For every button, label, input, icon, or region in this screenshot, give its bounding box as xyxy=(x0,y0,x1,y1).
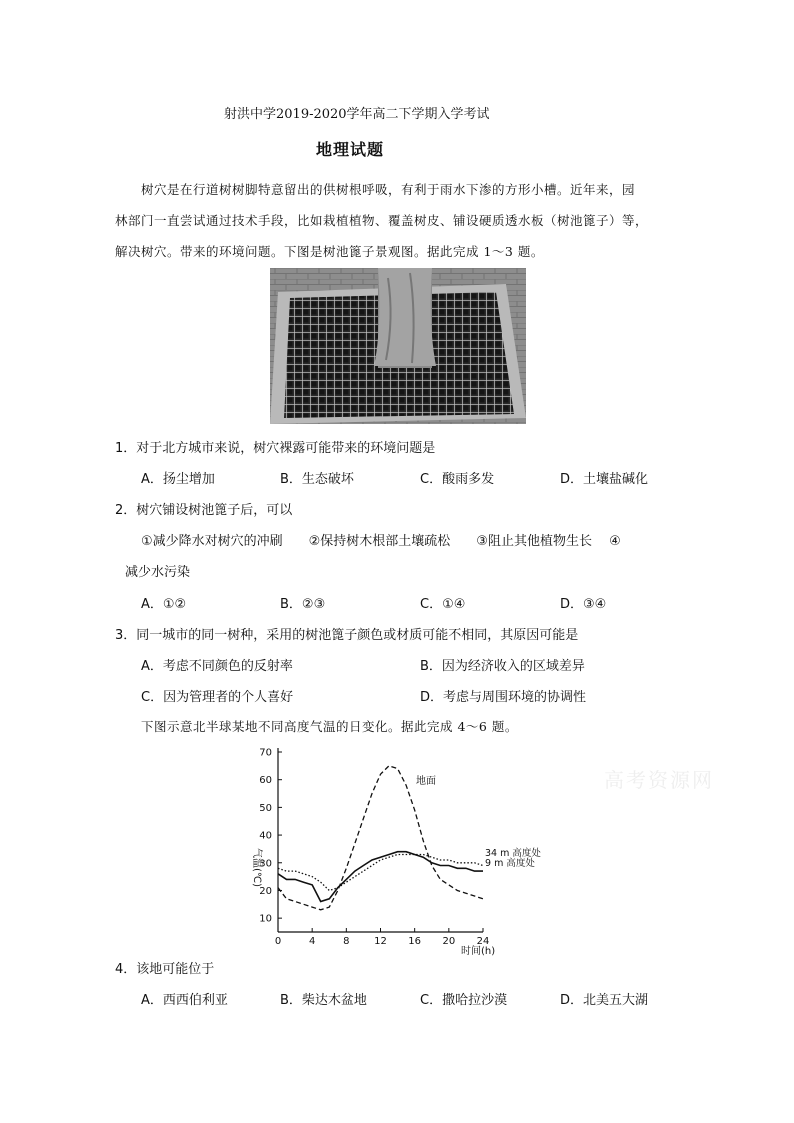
y-tick-label: 60 xyxy=(259,775,272,787)
x-tick-label: 20 xyxy=(442,936,456,947)
q1-option-c: C．酸雨多发 xyxy=(420,472,495,487)
x-axis-label: 时间(h) xyxy=(461,946,496,957)
intro-line-3: 解决树穴。带来的环境问题。下图是树池篦子景观图。据此完成 1～3 题。 xyxy=(115,244,544,259)
q1-option-b: B．生态破坏 xyxy=(280,472,354,487)
q2-option-b: B．②③ xyxy=(280,597,326,612)
y-tick-label: 40 xyxy=(259,830,272,842)
y-tick-label: 10 xyxy=(259,913,272,925)
page-title: 地理试题 xyxy=(316,140,385,159)
q1-option-a: A．扬尘增加 xyxy=(141,472,215,487)
q2-option-d: D．③④ xyxy=(560,597,607,612)
y-tick-label: 70 xyxy=(259,747,272,759)
y-tick-label: 50 xyxy=(259,802,272,814)
tree-grate-image xyxy=(270,268,526,424)
q1-option-d: D．土壤盐碱化 xyxy=(560,472,649,487)
q3-option-b: B．因为经济收入的区域差异 xyxy=(420,659,585,674)
tree-grate-photo xyxy=(270,268,526,424)
intro-line-2: 林部门一直尝试通过技术手段，比如栽植植物、覆盖树皮、铺设硬质透水板（树池篦子）等， xyxy=(115,213,649,228)
x-tick-label: 4 xyxy=(308,936,316,947)
x-tick-label: 16 xyxy=(408,936,422,947)
q3-option-a: A．考虑不同颜色的反射率 xyxy=(141,659,293,674)
q4-option-c: C．撒哈拉沙漠 xyxy=(420,993,508,1008)
q2-statements-line-1: ①减少降水对树穴的冲刷 ②保持树木根部土壤疏松 ③阻止其他植物生长 ④ xyxy=(141,534,621,549)
intro-line-1: 树穴是在行道树树脚特意留出的供树根呼吸，有利于雨水下渗的方形小槽。近年来，园 xyxy=(141,182,636,197)
question-3-stem: 3．同一城市的同一树种，采用的树池篦子颜色或材质可能不相同，其原因可能是 xyxy=(115,628,579,643)
x-tick-label: 8 xyxy=(343,936,350,947)
question-1-stem: 1．对于北方城市来说，树穴裸露可能带来的环境问题是 xyxy=(115,441,436,456)
series-label-ground: 地面 xyxy=(416,776,436,787)
temperature-chart-svg xyxy=(240,740,560,957)
watermark: 高考资源网 xyxy=(604,768,714,792)
q2-option-c: C．①④ xyxy=(420,597,466,612)
chart-intro: 下图示意北半球某地不同高度气温的日变化。据此完成 4～6 题。 xyxy=(141,719,518,734)
temperature-chart xyxy=(240,740,560,957)
q3-option-c: C．因为管理者的个人喜好 xyxy=(141,690,294,705)
y-tick-label: 30 xyxy=(259,858,272,870)
q2-statements-line-2: 减少水污染 xyxy=(125,565,191,580)
q4-option-a: A．西西伯利亚 xyxy=(141,993,228,1008)
q3-option-d: D．考虑与周围环境的协调性 xyxy=(420,690,587,705)
series-line-2 xyxy=(278,855,483,891)
question-4-stem: 4．该地可能位于 xyxy=(115,962,215,977)
q2-option-a: A．①② xyxy=(141,597,187,612)
x-tick-label: 24 xyxy=(476,936,490,947)
y-tick-label: 20 xyxy=(259,885,272,897)
x-tick-label: 0 xyxy=(274,936,282,947)
series-label-9m: 9 m 高度处 xyxy=(485,858,535,869)
question-2-stem: 2．树穴铺设树池篦子后，可以 xyxy=(115,503,293,518)
series-line-3 xyxy=(278,852,483,902)
y-axis-label: 气温(℃) xyxy=(251,848,262,888)
series-label-34m: 34 m 高度处 xyxy=(485,848,541,859)
q4-option-d: D．北美五大湖 xyxy=(560,993,649,1008)
q4-option-b: B．柴达木盆地 xyxy=(280,993,367,1008)
series-line-1 xyxy=(278,766,483,910)
school-exam-line: 射洪中学2019-2020学年高二下学期入学考试 xyxy=(224,107,490,122)
x-tick-label: 12 xyxy=(374,936,387,947)
